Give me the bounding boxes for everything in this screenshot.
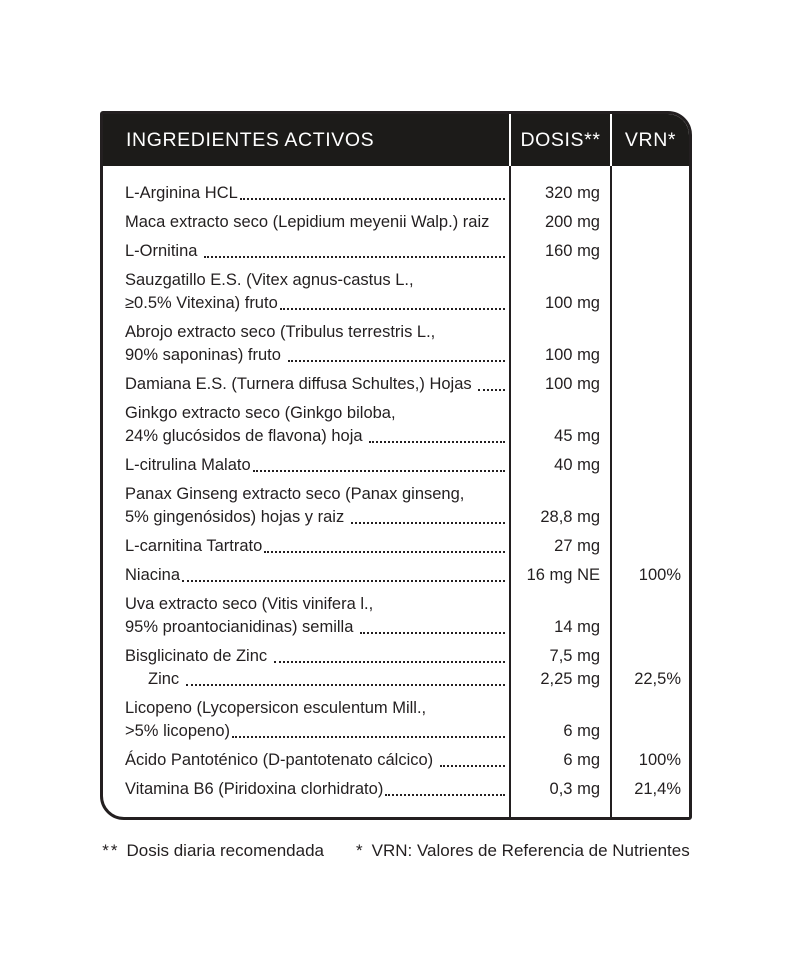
dose-value: 7,5 mg bbox=[549, 647, 600, 665]
dot-leader bbox=[360, 632, 505, 634]
dose-cell bbox=[509, 529, 610, 558]
vrn-value: 100% bbox=[638, 566, 681, 584]
dose-value: 28,8 mg bbox=[540, 508, 600, 526]
dose-value: 45 mg bbox=[554, 427, 600, 445]
dose-cell bbox=[509, 587, 610, 616]
ingredient-name: Vitamina B6 (Piridoxina clorhidrato) bbox=[125, 780, 384, 798]
dot-leader bbox=[385, 794, 505, 796]
dot-leader bbox=[274, 661, 505, 663]
dot-leader bbox=[280, 308, 505, 310]
footnote-vrn-text: VRN: Valores de Referencia de Nutrientes bbox=[371, 841, 690, 860]
vrn-cell bbox=[610, 743, 689, 772]
vrn-cell bbox=[610, 315, 689, 344]
dose-cell bbox=[509, 263, 610, 292]
dot-leader bbox=[232, 736, 505, 738]
ingredient-name: ≥0.5% Vitexina) fruto bbox=[125, 294, 278, 312]
ingredient-cell bbox=[103, 668, 509, 691]
dose-value: 27 mg bbox=[554, 537, 600, 555]
ingredient-cell bbox=[103, 166, 509, 205]
ingredient-cell bbox=[103, 720, 509, 743]
dose-value: 100 mg bbox=[544, 346, 600, 364]
vrn-cell bbox=[610, 234, 689, 263]
vrn-cell bbox=[610, 558, 689, 587]
dose-value: 100 mg bbox=[544, 375, 600, 393]
dot-leader bbox=[440, 765, 505, 767]
vrn-cell bbox=[610, 166, 689, 205]
ingredient-name: Abrojo extracto seco (Tribulus terrestris L., bbox=[125, 323, 436, 341]
dose-value: 320 mg bbox=[544, 184, 600, 202]
ingredient-cell bbox=[103, 344, 509, 367]
dose-cell bbox=[509, 506, 610, 529]
dose-value: 16 mg NE bbox=[526, 566, 600, 584]
dose-cell bbox=[509, 396, 610, 425]
ingredient-cell bbox=[103, 425, 509, 448]
dot-leader bbox=[288, 360, 505, 362]
ingredient-name: Niacina bbox=[125, 566, 181, 584]
dose-cell bbox=[509, 477, 610, 506]
vrn-cell bbox=[610, 616, 689, 639]
dot-leader bbox=[478, 389, 505, 391]
ingredient-name: L-carnitina Tartrato bbox=[125, 537, 263, 555]
vrn-cell bbox=[610, 529, 689, 558]
dose-cell bbox=[509, 315, 610, 344]
dose-value: 0,3 mg bbox=[549, 780, 600, 798]
dose-cell bbox=[509, 668, 610, 691]
dose-cell bbox=[509, 205, 610, 234]
dose-cell bbox=[509, 558, 610, 587]
ingredient-name: >5% licopeno) bbox=[125, 722, 231, 740]
dose-value: 160 mg bbox=[544, 242, 600, 260]
ingredient-name: Licopeno (Lycopersicon esculentum Mill., bbox=[125, 699, 427, 717]
vrn-cell bbox=[610, 477, 689, 506]
dot-leader bbox=[240, 198, 505, 200]
dose-cell bbox=[509, 166, 610, 205]
dose-value: 6 mg bbox=[563, 722, 600, 740]
vrn-cell bbox=[610, 587, 689, 616]
vrn-cell bbox=[610, 367, 689, 396]
ingredients-table bbox=[100, 111, 692, 820]
table-header bbox=[103, 114, 689, 166]
ingredient-name: 24% glucósidos de flavona) hoja bbox=[125, 427, 368, 445]
dose-value: 40 mg bbox=[554, 456, 600, 474]
dose-cell bbox=[509, 772, 610, 817]
vrn-cell bbox=[610, 396, 689, 425]
ingredient-cell bbox=[103, 616, 509, 639]
footnote-vrn-marker: * bbox=[355, 841, 365, 860]
dot-leader bbox=[204, 256, 505, 258]
ingredient-name: Uva extracto seco (Vitis vinifera l., bbox=[125, 595, 374, 613]
dose-value: 2,25 mg bbox=[540, 670, 600, 688]
dose-cell bbox=[509, 720, 610, 743]
ingredient-cell bbox=[103, 529, 509, 558]
ingredient-cell bbox=[103, 205, 509, 234]
vrn-cell bbox=[610, 448, 689, 477]
table-body bbox=[103, 166, 689, 817]
dose-cell bbox=[509, 691, 610, 720]
dot-leader bbox=[369, 441, 505, 443]
ingredient-cell bbox=[103, 691, 509, 720]
dot-leader bbox=[253, 470, 505, 472]
dose-cell bbox=[509, 367, 610, 396]
footnote-dosis-marker: ** bbox=[102, 841, 120, 860]
ingredient-name: Ácido Pantoténico (D-pantotenato cálcico) bbox=[125, 751, 438, 769]
ingredient-cell bbox=[103, 477, 509, 506]
dot-leader bbox=[182, 580, 505, 582]
footnote-dosis bbox=[102, 841, 324, 861]
ingredient-name: Bisglicinato de Zinc bbox=[125, 647, 272, 665]
vrn-cell bbox=[610, 506, 689, 529]
dose-cell bbox=[509, 234, 610, 263]
dose-value: 6 mg bbox=[563, 751, 600, 769]
vrn-cell bbox=[610, 691, 689, 720]
ingredient-name: 5% gingenósidos) hojas y raiz bbox=[125, 508, 349, 526]
vrn-value: 21,4% bbox=[634, 780, 681, 798]
ingredient-name: 90% saponinas) fruto bbox=[125, 346, 286, 364]
ingredient-cell bbox=[103, 587, 509, 616]
dot-leader bbox=[186, 684, 505, 686]
vrn-cell bbox=[610, 720, 689, 743]
ingredient-cell bbox=[103, 263, 509, 292]
ingredient-name: 95% proantocianidinas) semilla bbox=[125, 618, 358, 636]
ingredient-cell bbox=[103, 639, 509, 668]
vrn-value: 22,5% bbox=[634, 670, 681, 688]
vrn-cell bbox=[610, 205, 689, 234]
ingredient-cell bbox=[103, 743, 509, 772]
ingredient-cell bbox=[103, 772, 509, 817]
ingredient-name: Ginkgo extracto seco (Ginkgo biloba, bbox=[125, 404, 396, 422]
footnote-vrn bbox=[356, 841, 690, 861]
ingredient-cell bbox=[103, 396, 509, 425]
ingredient-cell bbox=[103, 234, 509, 263]
vrn-cell bbox=[610, 639, 689, 668]
footnote-dosis-text: Dosis diaria recomendada bbox=[126, 841, 324, 860]
ingredient-cell bbox=[103, 315, 509, 344]
dot-leader bbox=[264, 551, 505, 553]
dose-cell bbox=[509, 425, 610, 448]
ingredient-name: Damiana E.S. (Turnera diffusa Schultes,) Hojas bbox=[125, 375, 477, 393]
dose-value: 100 mg bbox=[544, 294, 600, 312]
vrn-cell bbox=[610, 263, 689, 292]
ingredient-name: Panax Ginseng extracto seco (Panax ginseng, bbox=[125, 485, 465, 503]
ingredient-cell bbox=[103, 367, 509, 396]
footnotes bbox=[100, 841, 692, 861]
vrn-cell bbox=[610, 772, 689, 817]
dose-value: 14 mg bbox=[554, 618, 600, 636]
ingredient-cell bbox=[103, 558, 509, 587]
dose-cell bbox=[509, 344, 610, 367]
vrn-cell bbox=[610, 292, 689, 315]
vrn-cell bbox=[610, 425, 689, 448]
ingredient-cell bbox=[103, 292, 509, 315]
vrn-cell bbox=[610, 668, 689, 691]
ingredient-name: Maca extracto seco (Lepidium meyenii Walp.) raiz bbox=[125, 213, 490, 231]
dose-value: 200 mg bbox=[544, 213, 600, 231]
dot-leader bbox=[351, 522, 505, 524]
vrn-value: 100% bbox=[638, 751, 681, 769]
dose-cell bbox=[509, 743, 610, 772]
col-header-dosis: DOSIS** bbox=[509, 114, 610, 166]
dose-cell bbox=[509, 616, 610, 639]
ingredient-name: Sauzgatillo E.S. (Vitex agnus-castus L., bbox=[125, 271, 414, 289]
dose-cell bbox=[509, 639, 610, 668]
ingredient-cell bbox=[103, 448, 509, 477]
dose-cell bbox=[509, 292, 610, 315]
ingredient-cell bbox=[103, 506, 509, 529]
vrn-cell bbox=[610, 344, 689, 367]
ingredient-name: L-Ornitina bbox=[125, 242, 203, 260]
ingredient-name: L-citrulina Malato bbox=[125, 456, 251, 474]
dose-cell bbox=[509, 448, 610, 477]
col-header-vrn: VRN* bbox=[610, 114, 689, 166]
ingredient-name: L-Arginina HCL bbox=[125, 184, 238, 202]
ingredient-name: Zinc bbox=[148, 670, 184, 688]
col-header-ingredients: INGREDIENTES ACTIVOS bbox=[126, 129, 375, 151]
